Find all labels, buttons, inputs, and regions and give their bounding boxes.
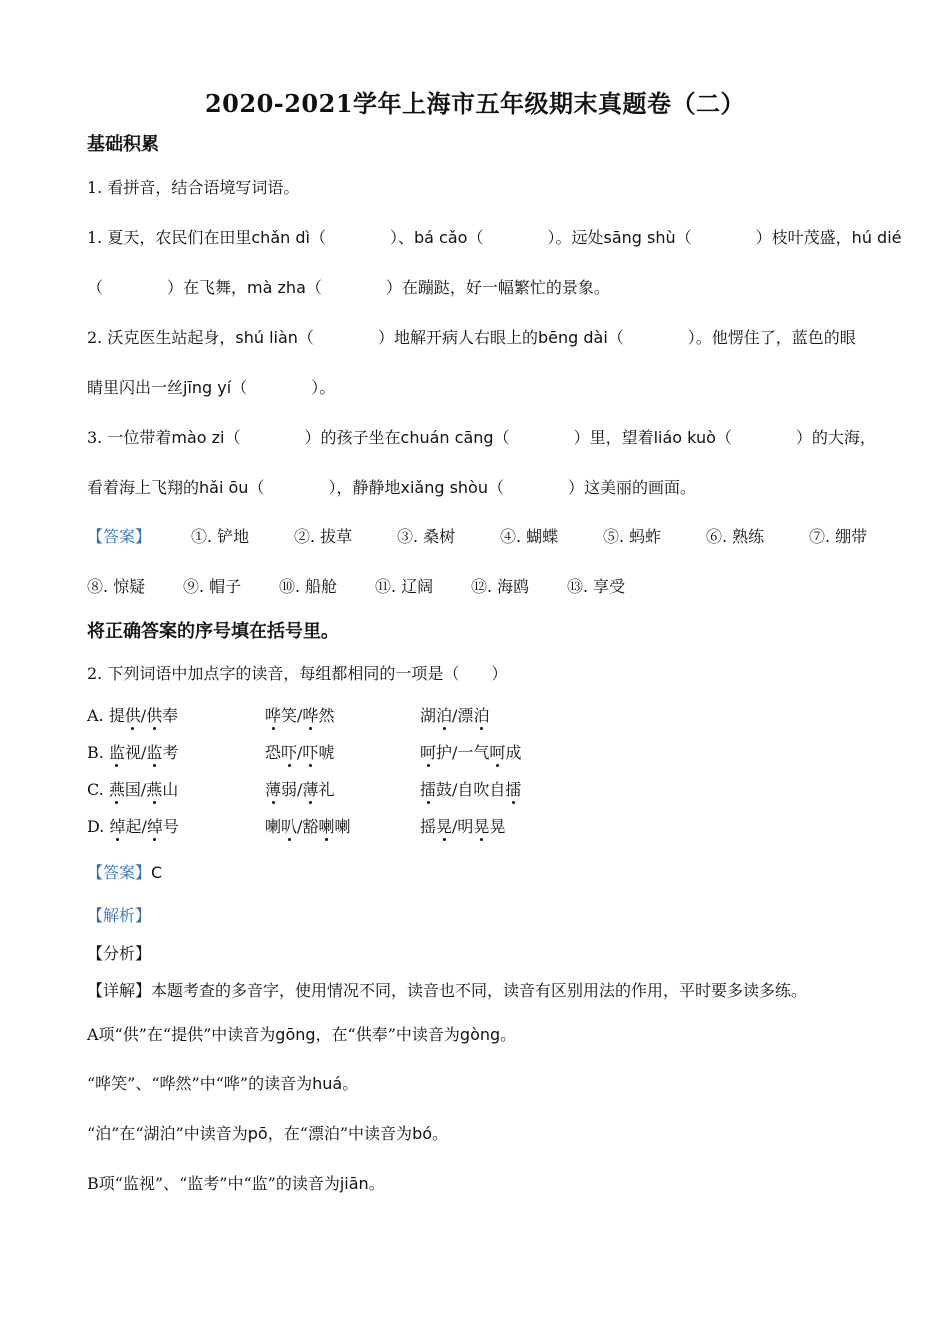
pinyin: bó: [412, 1124, 433, 1143]
answer-item: ②. 拔草: [294, 527, 353, 546]
answer-value: C: [151, 863, 163, 882]
answer-item: ⑪. 辽阔: [375, 577, 434, 596]
option-c-col2: 薄弱/薄礼: [265, 780, 335, 799]
pinyin: gòng: [459, 1025, 501, 1044]
question-1-intro: 1. 看拼音，结合语境写词语。: [87, 178, 300, 197]
sentence-text: 。他愣住了，蓝色的眼: [695, 328, 856, 347]
option-d-col1: D. 绰起/绰号: [87, 817, 179, 836]
option-b-col3: 呵护/一气呵成: [420, 743, 522, 762]
explanation-b1: [87, 1171, 385, 1194]
sentence-3-line-1: 3. 一位带着mào zi（ ）的孩子坐在chuán cāng（ ）里，望着liáo kuò（ ）的大海，: [87, 428, 876, 447]
sentence-text: 的大海，: [811, 428, 876, 447]
sentence-text: 里，望着: [589, 428, 654, 447]
detail-label: 【详解】: [87, 981, 152, 1000]
sentence-2-line-1: 2. 沃克医生站起身，shú liàn（ ）地解开病人右眼上的bēng dài（ ）。他愣住了，蓝色的眼: [87, 328, 856, 347]
pinyin-prompt: sāng shù: [603, 228, 676, 247]
question-2: 2. 下列词语中加点字的读音，每组都相同的一项是（ ）: [87, 664, 508, 683]
sentence-number: 1.: [87, 228, 103, 247]
sentence-1-line-2: （ ）在飞舞，mà zha（ ）在蹦跶，好一幅繁忙的景象。: [87, 278, 610, 297]
sentence-text: 这美丽的画面。: [584, 478, 697, 497]
answer-item: ⑫. 海鸥: [471, 577, 530, 596]
option-b-col2: 恐吓/吓唬: [265, 743, 335, 762]
answer-label: 【答案】: [87, 527, 152, 546]
answer-item: ⑤. 蚂蚱: [603, 527, 662, 546]
answer-item: ⑦. 绷带: [809, 527, 868, 546]
pinyin-prompt: hǎi ōu: [199, 478, 249, 497]
page-title: 2020-2021学年上海市五年级期末真题卷（二）: [204, 89, 746, 118]
sentence-2-line-2: 睛里闪出一丝jīng yí（ ）。: [87, 378, 336, 397]
pinyin: pō: [247, 1124, 268, 1143]
answer-row-1: [87, 524, 868, 547]
fenxi-label: 【分析】: [87, 944, 152, 963]
pinyin-prompt: mà zha: [247, 278, 306, 297]
sentence-text: 在蹦跶，好一幅繁忙的景象。: [401, 278, 610, 297]
sentence-text: 在飞舞，: [183, 278, 248, 297]
sentence-1-line-1: 1. 夏天，农民们在田里chǎn dì（ ）、bá cǎo（ ）。远处sāng shù（ ）枝叶茂盛，hú dié: [87, 228, 902, 247]
sentence-text: ，静静地: [336, 478, 401, 497]
sentence-text: 枝叶茂盛，: [771, 228, 852, 247]
explanation-text: ，在“漂泊”中读音为: [267, 1124, 413, 1143]
pinyin: huá: [312, 1074, 343, 1093]
answer-label: 【答案】: [87, 863, 152, 882]
explanation-text: A项“供”在“提供”中读音为: [87, 1025, 276, 1044]
section-heading-choice: 将正确答案的序号填在括号里。: [87, 621, 339, 642]
explanation-text: 。: [368, 1174, 385, 1193]
explanation-text: 。: [342, 1074, 359, 1093]
option-a-col1: A. 提供/供奉: [87, 706, 179, 725]
pinyin: gōng: [275, 1025, 316, 1044]
sentence-number: 3.: [87, 428, 103, 447]
answer-item: ⑨. 帽子: [183, 577, 242, 596]
sentence-3-line-2: 看着海上飞翔的hǎi ōu（ ），静静地xiǎng shòu（ ）这美丽的画面。: [87, 478, 697, 497]
answer-item: ④. 蝴蝶: [500, 527, 559, 546]
pinyin-prompt: bá cǎo: [414, 228, 468, 247]
option-b-col1: B. 监视/监考: [87, 743, 179, 762]
option-a-col2: 哗笑/哗然: [265, 706, 335, 725]
sentence-text: 夏天，农民们在田里: [107, 228, 252, 247]
explanation-text: 。: [500, 1025, 517, 1044]
answer-item: ①. 铲地: [191, 527, 250, 546]
pinyin-prompt: xiǎng shòu: [400, 478, 488, 497]
explanation-a3: [87, 1121, 448, 1144]
explanation-text: 。: [432, 1124, 449, 1143]
explanation-text: B项“监视”、“监考”中“监”的读音为: [87, 1174, 340, 1193]
explanation-text: ，在“供奉”中读音为: [315, 1025, 460, 1044]
sentence-text: 一位带着: [107, 428, 172, 447]
sentence-text: 睛里闪出一丝: [87, 378, 184, 397]
pinyin-prompt: mào zi: [171, 428, 225, 447]
explanation-text: “泊”在“湖泊”中读音为: [87, 1124, 248, 1143]
option-c-col3: 擂鼓/自吹自擂: [420, 780, 522, 799]
option-d-col2: 喇叭/豁喇喇: [265, 817, 351, 836]
answer-item: ⑥. 熟练: [706, 527, 765, 546]
pinyin-prompt: chuán cāng: [400, 428, 494, 447]
pinyin-prompt: chǎn dì: [251, 228, 310, 247]
answer-item: ⑬. 享受: [567, 577, 626, 596]
pinyin-prompt: jīng yí: [183, 378, 232, 397]
sentence-text: 。远处: [555, 228, 604, 247]
sentence-text: 。: [319, 378, 336, 397]
sentence-number: 2.: [87, 328, 103, 347]
option-c-col1: C. 燕国/燕山: [87, 780, 179, 799]
pinyin: jiān: [339, 1174, 369, 1193]
pinyin-prompt: shú liàn: [235, 328, 298, 347]
pinyin-prompt: liáo kuò: [653, 428, 716, 447]
sentence-text: 看着海上飞翔的: [87, 478, 200, 497]
pinyin-prompt: hú dié: [851, 228, 902, 247]
detail-text: 本题考查的多音字，使用情况不同，读音也不同，读音有区别用法的作用，平时要多读多练。: [151, 981, 808, 1000]
detail-line: [87, 978, 807, 1001]
explanation-text: “哗笑”、“哗然”中“哗”的读音为: [87, 1074, 313, 1093]
pinyin-prompt: bēng dài: [537, 328, 608, 347]
sentence-text: 沃克医生站起身，: [107, 328, 236, 347]
sentence-text: 、: [397, 228, 414, 247]
answer-item: ③. 桑树: [397, 527, 456, 546]
sentence-text: 的孩子坐在: [320, 428, 401, 447]
option-a-col3: 湖泊/漂泊: [420, 706, 490, 725]
jiexi-label: 【解析】: [87, 906, 152, 925]
sentence-text: 地解开病人右眼上的: [393, 328, 538, 347]
section-heading-basics: 基础积累: [87, 134, 159, 155]
explanation-a1: [87, 1022, 516, 1045]
answer-item: ⑧. 惊疑: [87, 577, 146, 596]
answer-2: [87, 860, 162, 883]
answer-item: ⑩. 船舱: [279, 577, 338, 596]
option-d-col3: 摇晃/明晃晃: [420, 817, 506, 836]
explanation-a2: [87, 1071, 358, 1094]
